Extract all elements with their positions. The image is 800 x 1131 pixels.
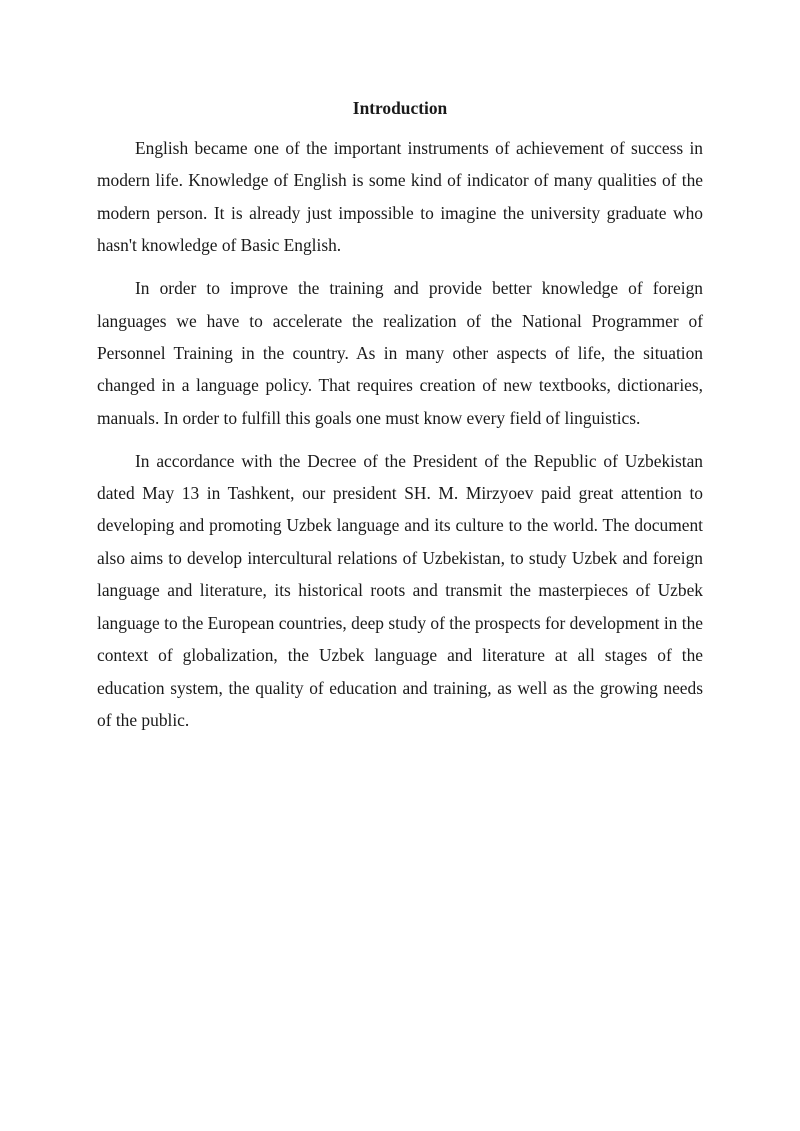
paragraph-2: In order to improve the training and provide better knowledge of foreign languages we have to accelerate the realization of the National Programmer of Personnel Training in the country. As in many other aspects of life, the situation changed in a language policy. That requires creation of new textbooks, dictionaries, manuals. In order to fulfill this goals one must know every field of linguistics. (97, 278, 703, 428)
paragraph-3: In accordance with the Decree of the President of the Republic of Uzbekistan dated May 13 in Tashkent, our president SH. M. Mirzyoev paid great attention to developing and promoting Uzbek language and its culture to the world. The document also aims to develop intercultural relations of Uzbekistan, to study Uzbek and foreign language and literature, its historical roots and transmit the masterpieces of Uzbek language to the European countries, deep study of the prospects for development in the context of globalization, the Uzbek language and literature at all stages of the education system, the quality of education and training, as well as the growing needs of the public. (97, 450, 703, 730)
document-body (97, 95, 703, 747)
page-title: Introduction (352, 98, 448, 118)
paragraph-1: English became one of the important instruments of achievement of success in modern life. Knowledge of English is some kind of indicator of many qualities of the modern person. It is already just impossible to imagine the university graduate who hasn't knowledge of Basic English. (97, 138, 703, 256)
